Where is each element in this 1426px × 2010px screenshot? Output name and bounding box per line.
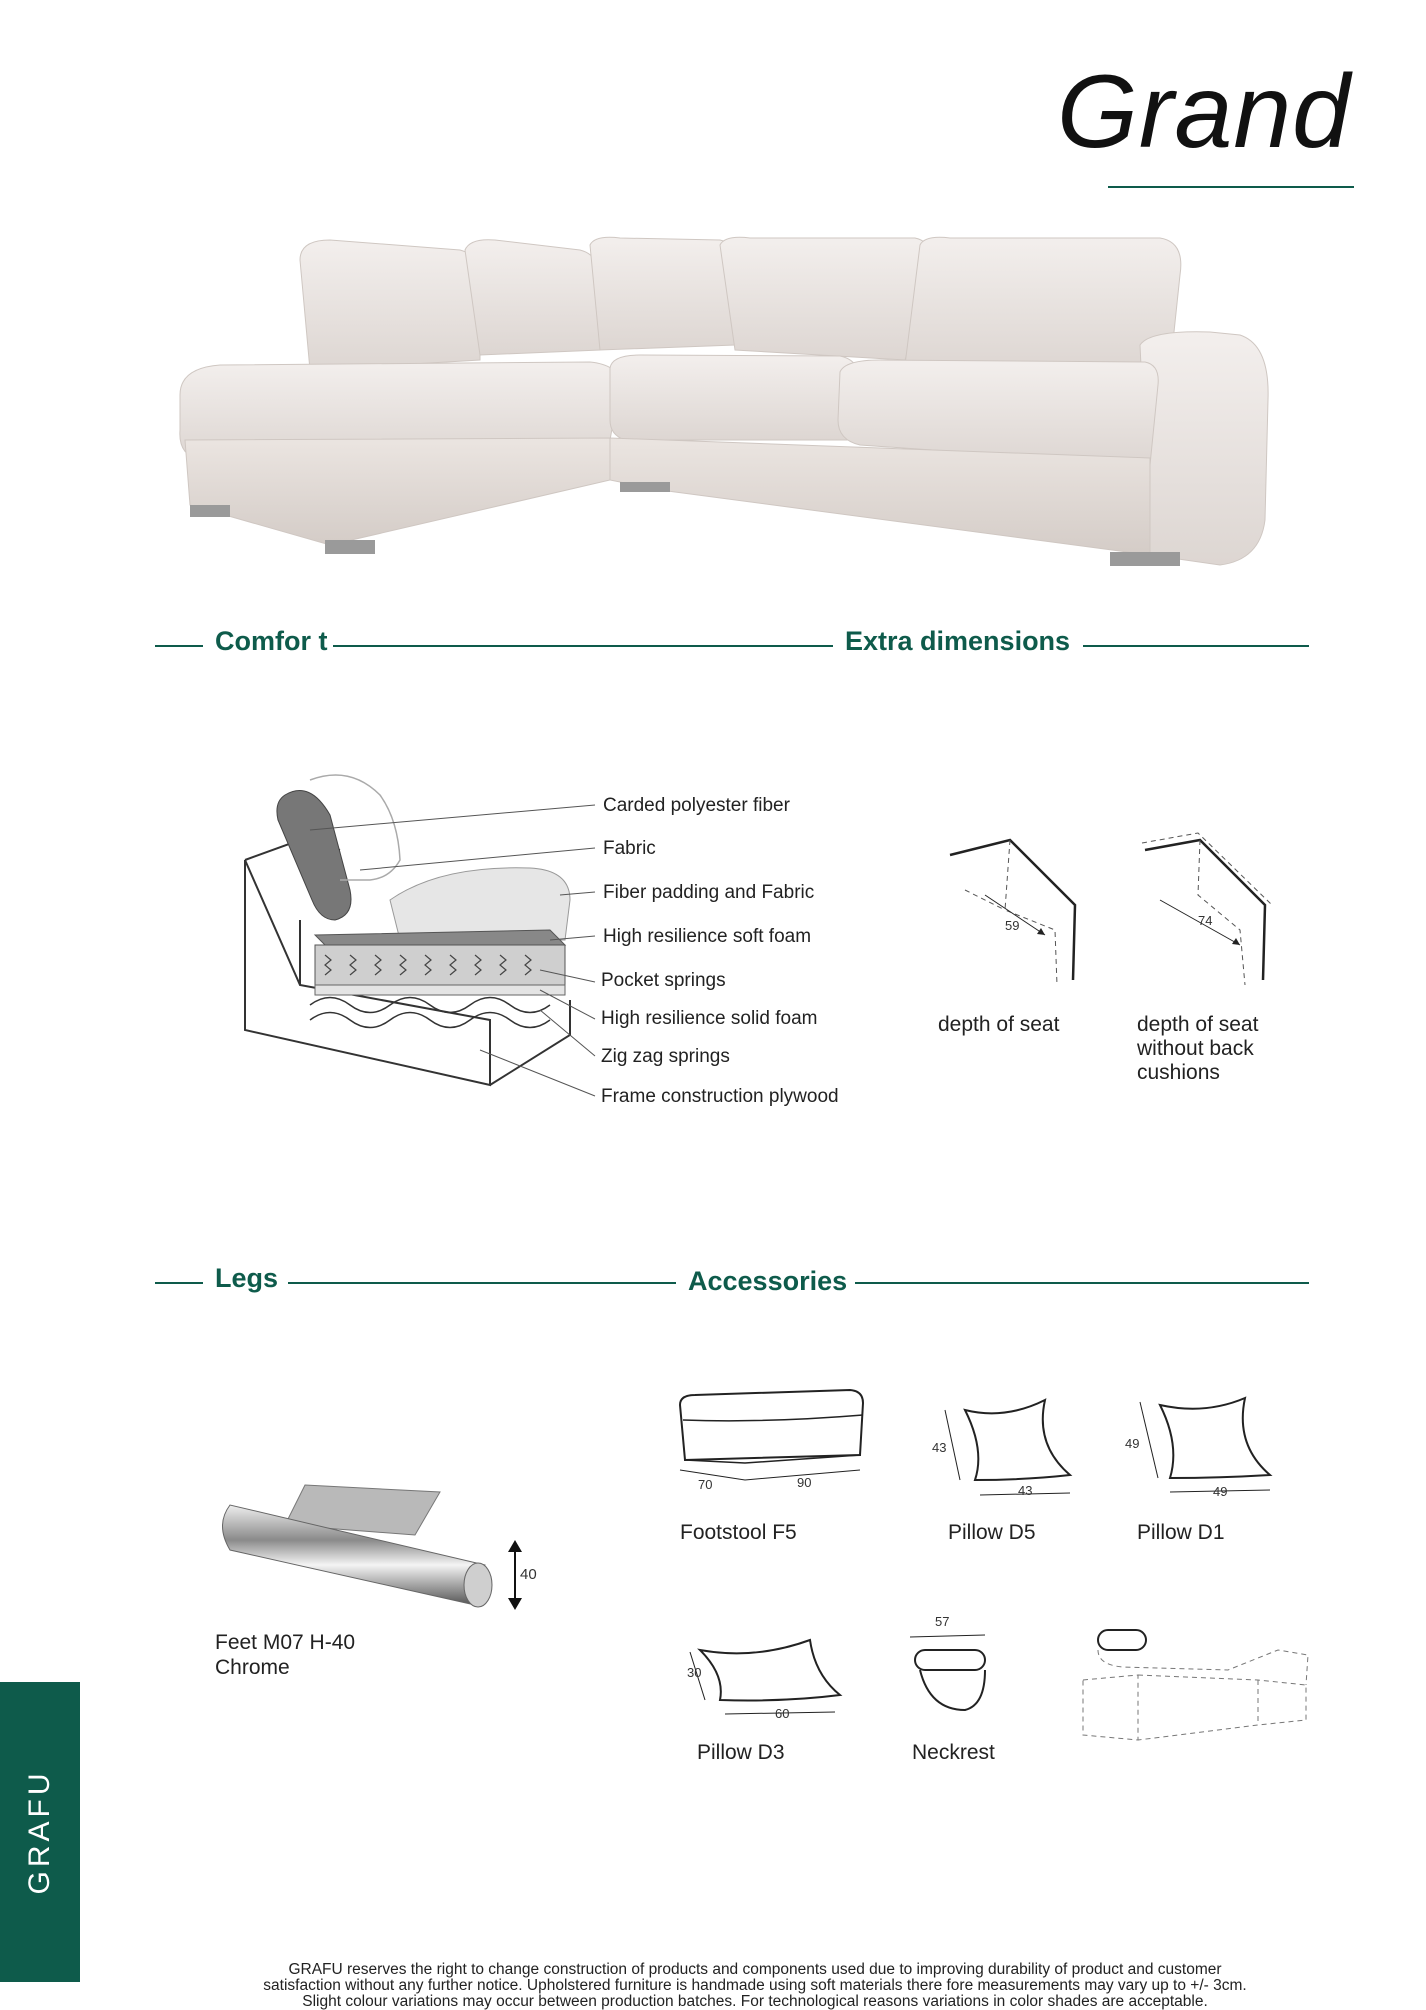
footstool-dim-2: 90 [797,1475,812,1490]
depth-without-cushions-label-1: depth of seat [1137,1013,1259,1036]
pillow-d3-dim-1: 30 [687,1665,702,1680]
depth-without-cushions-value: 74 [1198,913,1213,928]
depth-of-seat-diagram [945,835,1085,995]
sofa-with-neckrest-sketch [1078,1625,1308,1745]
legs-rule-left [155,1282,203,1284]
neckrest-icon [905,1625,995,1725]
footstool-dim-1: 70 [698,1477,713,1492]
layer-label: Zig zag springs [601,1046,730,1067]
accessories-rule [855,1282,1309,1284]
leg-name-label: Feet M07 H-40 [215,1631,356,1654]
pillow-d5-dim-1: 43 [932,1440,947,1455]
extra-dimensions-heading: Extra dimensions [845,626,1071,656]
neckrest-dim: 57 [935,1614,950,1629]
extra-dimensions-rule [1083,645,1309,647]
depth-without-cushions-label-3: cushions [1137,1061,1220,1084]
layer-label: Fabric [603,838,656,859]
pillow-d1-dim-2: 49 [1213,1484,1228,1499]
comfort-rule-left [155,645,203,647]
pillow-d1-icon [1130,1390,1280,1500]
leg-finish-label: Chrome [215,1656,290,1679]
accessories-heading: Accessories [688,1266,848,1296]
legs-rule-right [288,1282,676,1284]
brand-side-tab [0,1682,80,1982]
layer-label: Carded polyester fiber [603,795,790,816]
pillow-d5-label: Pillow D5 [948,1521,1036,1544]
layer-label: Pocket springs [601,970,726,991]
pillow-d1-dim-1: 49 [1125,1436,1140,1451]
layer-label: Fiber padding and Fabric [603,882,815,903]
legs-heading: Legs [215,1263,279,1293]
neckrest-label: Neckrest [912,1741,995,1764]
sofa-product-image [0,0,1426,600]
product-title: Grand [1056,54,1351,170]
depth-of-seat-label: depth of seat [938,1013,1060,1036]
footer-line: GRAFU reserves the right to change construction of products and components used due to improving durability of product and customer [288,1961,1222,1978]
depth-without-cushions-label-2: without back [1137,1037,1254,1060]
footer-line: Slight colour variations may occur between production batches. For technological reasons variations in color shades are acceptable. [302,1993,1208,2010]
footer-disclaimer [155,1962,1355,2010]
layer-label: High resilience solid foam [601,1008,818,1029]
pillow-d5-dim-2: 43 [1018,1483,1033,1498]
footstool-label: Footstool F5 [680,1521,797,1544]
brand-logo: GRAFU [23,1769,56,1895]
pillow-d3-dim-2: 60 [775,1706,790,1721]
comfort-heading: Comfor t [215,626,328,656]
leg-height-value: 40 [520,1566,537,1583]
chrome-leg-image [215,1480,515,1630]
footer-line: satisfaction without any further notice. Upholstered furniture is handmade using soft materials there fore measurements may vary up to +/- 3cm. [263,1977,1247,1994]
layer-label: Frame construction plywood [601,1086,839,1107]
pillow-d3-label: Pillow D3 [697,1741,785,1764]
layer-label: High resilience soft foam [603,926,812,947]
pillow-d1-label: Pillow D1 [1137,1521,1225,1544]
pillow-d5-icon [935,1395,1075,1505]
comfort-rule-right [333,645,833,647]
pillow-d3-icon [685,1630,855,1730]
depth-of-seat-value: 59 [1005,918,1020,933]
